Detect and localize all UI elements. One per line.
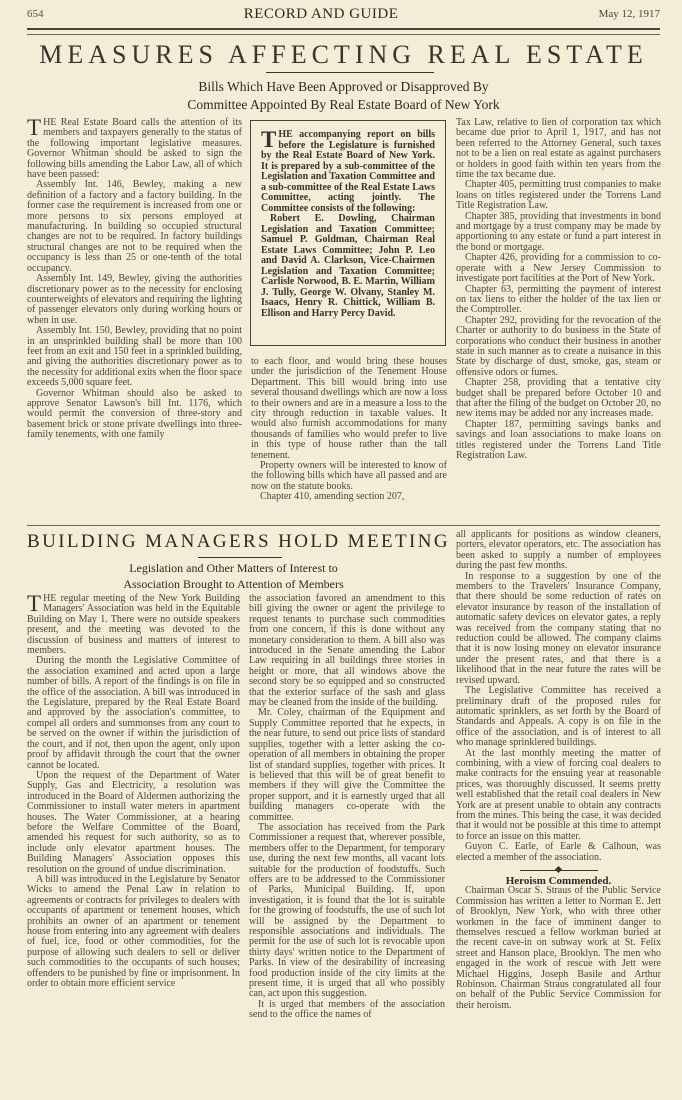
paragraph: Assembly Int. 150, Bewley, providing that no point in an unsprinkled building shall be more than 100 feet from an exit and 150 feet in a sprinkled building, and giving the authorities discretionary power as to the necessity for additional exits when the floor space exceeds 5,000 square feet.	[27, 325, 242, 389]
deck-line: Bills Which Have Been Approved or Disapproved By	[198, 79, 489, 94]
paragraph: In response to a suggestion by one of the members to the Travelers' Insurance Company, that there should be some reduction of rates on elevator insurance by reason of the installation of automatic safety devices on elevator gates, a reply was received from the company stating that no reduction could be allowed. The company claims that it is now losing money on elevator insurance under the present rates, and that there is a likelihood that in the near future the rates will be revised upward.	[456, 570, 661, 686]
drop-cap: T	[27, 115, 42, 140]
article1-deck	[27, 78, 660, 114]
paragraph: Tax Law, relative to lien of corporation tax which became due prior to April 1, 1917, and has not been referred to the Attorney General, such taxes not to be a lien on real estate as against purchasers or holders in good faith within ten years from the time the tax became due.	[456, 117, 661, 181]
running-header	[27, 4, 660, 24]
paragraph	[261, 127, 435, 214]
paragraph: During the month the Legislative Committee of the association examined and acted upon a large number of bills. A report of the findings is on file in the office of the association. A bill was introduced in the Legislature, prepared by the Real Estate Board and approved by the association's committee, to compel all orders and summonses from any court to be served on the owner if within the jurisdiction of the court, and if not, then upon the agent, only upon proof by affidavit through the court that the owner cannot be located.	[27, 655, 240, 771]
paragraph: Assembly Int. 146, Bewley, making a new definition of a factory and a factory building. In the former case the requirement is increased from one or more persons to six persons employed at manufacturing. In building so occupied structural changes are not to be required. In factory buildings structural changes are not to be required when the occupancy is less than 25 or one-tenth of the total occupancy.	[27, 179, 242, 274]
paragraph: It is urged that members of the association send to the office the names of	[249, 998, 445, 1021]
issue-date: May 12, 1917	[598, 8, 660, 20]
article2-column-1	[27, 591, 240, 990]
drop-cap: T	[27, 591, 42, 616]
header-double-rule	[27, 28, 660, 35]
paragraph	[27, 591, 240, 657]
paragraph: Chapter 258, providing that a tentative city budget shall be prepared before October 10 and that after the filing of the budget on October 20, no new items may be added nor any increases made.	[456, 377, 661, 420]
diamond-ornament-icon	[554, 866, 561, 873]
paragraph: Property owners will be interested to know of the following bills which have all passed and are now on the statute books.	[251, 460, 447, 492]
deck-line: Association Brought to Attention of Members	[123, 577, 344, 591]
paragraph: The association has received from the Park Commissioner a request that, wherever possible, members offer to the Department, for temporary use, during the next few months, all vacant lots suitable for the production of foodstuffs. Such offers are to be addressed to the Commissioner of Parks, Municipal Building. If, upon investigation, it is found that the lot is suitable for the growing of foodstuffs, the use of such lot will be assigned by the Department to responsible associations and individuals. The permit for the use of such lot is revocable upon thirty days' written notice to the Department of Parks. In view of the desirability of increasing food production inside of the city limits at the present time, it is urged that all who possibly can, act upon this suggestion.	[249, 821, 445, 1000]
deck-line: Committee Appointed By Real Estate Board of New York	[187, 97, 500, 112]
paragraph: Robert E. Dowling, Chairman Legislation and Taxation Committee; Samuel P. Goldman, Chairman Real Estate Laws Committee; John P. Leo and David A. Clarkson, Vice-Chairmen Legislation and Taxation Committee; Carlisle Norwood, B. E. Martin, William J. Tully, George W. Olvany, Stanley M. Isaacs, Henry R. Chittick, William B. Ellison and Harry Percy David.	[261, 213, 435, 319]
paragraph-text: HE Real Estate Board calls the attention of its members and taxpayers generally to the status of the following important legislative measures. Governor Whitman should be asked to sign the following bills amending the Labor Law, all of which have been passed:	[27, 117, 242, 181]
paragraph: Chapter 63, permitting the payment of interest on tax liens to either the holder of the tax lien or the Comptroller.	[456, 283, 661, 316]
section-divider	[27, 525, 660, 526]
paragraph: A bill was introduced in the Legislature by Senator Wicks to amend the Penal Law in relation to agreements or contracts for privileges to dealers with occupants of apartment or tenement houses, which prohibits an owner of an apartment or tenement house from entering into any agreement with dealers of fuel, ice, food or other commodities, for the purpose of allowing such dealers to sell or deliver such commodities to the occupants of such houses; offenders to be punished by fine or imprisonment. In order to obtain more efficient service	[27, 873, 240, 990]
deck-line: Legislation and Other Matters of Interest to	[129, 561, 338, 575]
paragraph: the association favored an amendment to this bill giving the owner or agent the privilege to request tenants to purchase such commodities from one concern, if this is done without any monetary consideration to them. A bill also was introduced in the Senate amending the Labor Law requiring in all buildings three stories in height or more, that all windows above the second story be so equipped and so constructed that the exterior surface of the sash and glass may be cleaned from the inside of the building.	[249, 593, 445, 709]
article1-column-3	[456, 118, 661, 461]
paragraph: Upon the request of the Department of Water Supply, Gas and Electricity, a resolution was introduced in the Board of Aldermen authorizing the Commissioner to install water meters in apartment houses. The Water Commissioner, at a hearing before the Welfare Committee of the Board, amended his request for such authority, so as to include only elevator apartment houses. The Building Managers' Association opposes this resolution on the ground of undue discrimination.	[27, 769, 240, 875]
ornament-divider	[520, 870, 598, 877]
paragraph: Chapter 405, permitting trust companies to make loans on titles registered under the Torrens Land Title Registration Law.	[456, 179, 661, 212]
drop-cap: T	[261, 127, 277, 152]
paragraph: Chapter 410, amending section 207,	[260, 491, 405, 503]
paragraph-text: HE accompanying report on bills before the Legislature is furnished by the Real Estate Board of New York. It is prepared by a sub-committee of the Legislation and Taxation Committee and a sub-committee of the Real Estate Laws Committee, acting jointly. The Committee consists of the following:	[261, 129, 435, 214]
paragraph: Chapter 385, providing that investments in bond and mortgage by a trust company may be made by apportioning to any estate or fund a part interest in the bond or mortgage.	[456, 210, 661, 253]
headline-underline	[198, 557, 282, 558]
paragraph: Assembly Int. 149, Bewley, giving the authorities discretionary power as to the necessity for enclosing counterweights of elevators and requiring the lighting of passenger elevators only during working hours or when in use.	[27, 273, 242, 326]
paragraph-text: HE regular meeting of the New York Building Managers' Association was held in the Equitable Building on May 1. There were no outside speakers present, and the meeting was devoted to the discussion of business and matters of interest to members.	[27, 593, 240, 657]
page-number: 654	[27, 8, 44, 20]
paragraph: At the last monthly meeting the matter of combining, with a view of forcing coal dealers to make contracts for the ensuing year at reasonable prices, was thoroughly discussed. It seems pretty well established that the retail coal dealers in New York are at present unable to obtain any contracts from the mines. This being the case, it was decided that it would not be possible at this time to attempt to force an issue on this matter.	[456, 747, 661, 842]
committee-info-box	[250, 120, 446, 346]
article2-column-2	[249, 594, 445, 1021]
headline-underline	[266, 72, 434, 73]
paragraph: Chapter 187, permitting savings banks and savings and loan associations to make loans on titles registered under the Torrens Land Title Registration Law.	[456, 418, 661, 461]
paragraph: Governor Whitman should also be asked to approve Senator Lawson's bill Int. 1176, which would permit the conversion of three-story and basement brick or stone private dwellings into three-family tenements, with one family	[27, 387, 242, 441]
paragraph: to each floor, and would bring these houses under the jurisdiction of the Tenement House Department. This bill would bring into use several thousand dwellings which are now a loss to their owners and are in a measure a loss to the city through reduction in taxable values. It would also furnish accommodations for many thousands of families who would prefer to live in this type of house rather than the tall tenement.	[251, 356, 447, 461]
article1-headline: MEASURES AFFECTING REAL ESTATE	[39, 40, 648, 69]
article2-headline: BUILDING MANAGERS HOLD MEETING	[27, 531, 450, 552]
paragraph: Mr. Coley, chairman of the Equipment and Supply Committee reported that he expects, in the near future, to send out price lists of standard supplies, together with a letter asking the co-operation of all members in obtaining the proper list of standard supplies, together with prices. It is believed that this will be of great benefit to members if they will give the Committee the proper support, and it is earnestly urged that all building managers co-operate with the committee.	[249, 707, 445, 823]
article1-column-2	[251, 357, 447, 503]
paragraph: all applicants for positions as window cleaners, porters, elevator operators, etc. The association has been asked to supply a number of employees during the past few months.	[456, 529, 661, 572]
article1-column-1	[27, 115, 242, 441]
paragraph: Chapter 292, providing for the revocation of the Charter or authority to do business in the State of corporations who conduct their business in another state in such manner as to create a nuisance in this State by discharge of dust, smoke, gas, steam or offensive odors or fumes.	[456, 314, 661, 378]
subheading: Heroism Commended.	[505, 875, 612, 887]
article2-deck	[27, 560, 440, 592]
paragraph: Chapter 426, providing for a commission to co-operate with a New Jersey Commission to investigate port facilities at the Port of New York.	[456, 252, 661, 285]
paragraph: Chairman Oscar S. Straus of the Public Service Commission has written a letter to Norman E. Jett of Brooklyn, New York, who with three other workmen in the face of imminent danger to themselves rescued a fellow workman buried at the recent cave-in on subway work at St. Felix street and Hanson place, Brooklyn. The men who engaged in the work of rescue with Jett were Michael Higgins, Joseph Basile and Arthur Robinson. Chairman Straus congratulated all four on behalf of the Public Service Commission for their heroism.	[456, 885, 661, 1011]
paragraph: Guyon C. Earle, of Earle & Calhoun, was elected a member of the association.	[456, 841, 661, 863]
article2-column-3	[456, 530, 661, 1011]
paragraph	[27, 115, 242, 181]
journal-title: RECORD AND GUIDE	[243, 5, 399, 22]
paragraph: The Legislative Committee has received a preliminary draft of the proposed rules for automatic sprinklers, as set forth by the Board of Standards and Appeals. A copy is on file in the office of the association, and is of interest to all who manage sprinklered buildings.	[456, 685, 661, 749]
